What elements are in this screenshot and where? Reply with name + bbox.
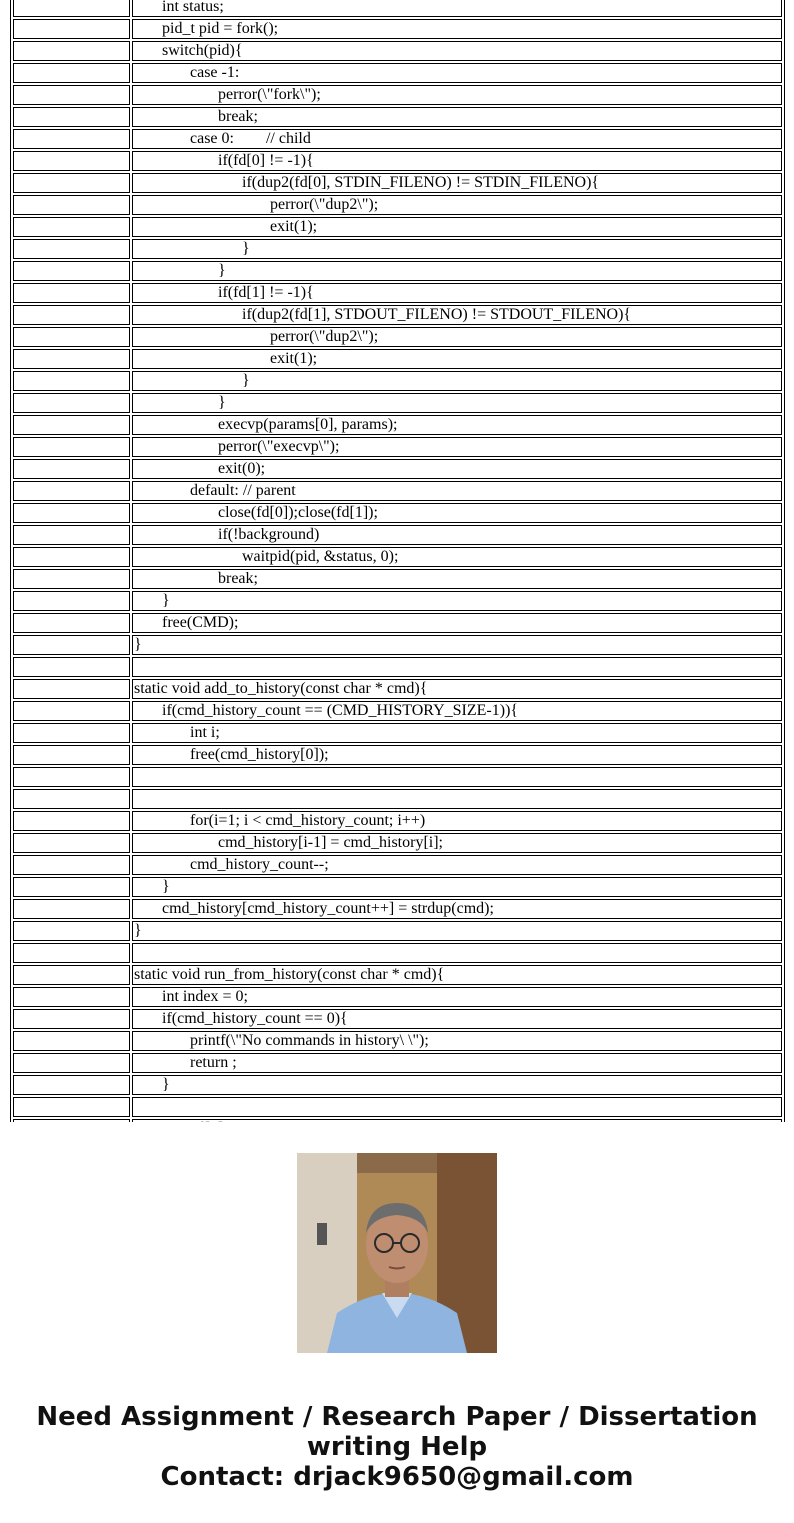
author-avatar xyxy=(297,1153,497,1353)
code-line: static void add_to_history(const char * cmd){ xyxy=(132,679,782,699)
code-line: } xyxy=(132,261,782,281)
line-number-cell xyxy=(13,987,130,1007)
code-row xyxy=(13,1053,782,1073)
contact-email[interactable]: Contact: drjack9650@gmail.com xyxy=(160,1462,634,1492)
code-row xyxy=(13,679,782,699)
code-row xyxy=(13,129,782,149)
code-row xyxy=(13,217,782,237)
code-row xyxy=(13,261,782,281)
code-row xyxy=(13,547,782,567)
code-row xyxy=(13,767,782,787)
line-number-cell xyxy=(13,481,130,501)
code-line: free(cmd_history[0]); xyxy=(132,745,782,765)
line-number-cell xyxy=(13,525,130,545)
line-number-cell xyxy=(13,437,130,457)
code-row xyxy=(13,525,782,545)
code-line: int index = 0; xyxy=(132,987,782,1007)
line-number-cell xyxy=(13,591,130,611)
code-row xyxy=(13,635,782,655)
code-line: if(cmd_history_count == (CMD_HISTORY_SIZE-1)){ xyxy=(132,701,782,721)
code-row xyxy=(13,173,782,193)
code-table xyxy=(10,0,785,1186)
line-number-cell xyxy=(13,393,130,413)
code-line: perror(\"execvp\"); xyxy=(132,437,782,457)
code-line: break; xyxy=(132,569,782,589)
separator-row xyxy=(13,657,782,677)
code-line: break; xyxy=(132,107,782,127)
code-line: } xyxy=(132,635,782,655)
code-line: exit(0); xyxy=(132,459,782,479)
line-number-cell xyxy=(13,547,130,567)
author-portrait-icon xyxy=(297,1153,497,1353)
code-line: } xyxy=(132,591,782,611)
code-line: perror(\"fork\"); xyxy=(132,85,782,105)
code-row xyxy=(13,481,782,501)
code-line: free(CMD); xyxy=(132,613,782,633)
code-row xyxy=(13,921,782,941)
code-row xyxy=(13,613,782,633)
line-number-cell xyxy=(13,371,130,391)
line-number-cell xyxy=(13,195,130,215)
code-line: switch(pid){ xyxy=(132,41,782,61)
code-row xyxy=(13,393,782,413)
line-number-cell xyxy=(13,811,130,831)
line-number-cell xyxy=(13,1075,130,1095)
line-number-cell xyxy=(13,459,130,479)
line-number-cell xyxy=(13,107,130,127)
code-line: case 0: // child xyxy=(132,129,782,149)
code-line: default: // parent xyxy=(132,481,782,501)
line-number-cell xyxy=(13,701,130,721)
separator-cell xyxy=(13,943,130,963)
code-line: for(i=1; i < cmd_history_count; i++) xyxy=(132,811,782,831)
line-number-cell xyxy=(13,965,130,985)
code-line: waitpid(pid, &status, 0); xyxy=(132,547,782,567)
line-number-cell xyxy=(13,503,130,523)
line-number-cell xyxy=(13,723,130,743)
code-line: close(fd[0]);close(fd[1]); xyxy=(132,503,782,523)
code-line: if(fd[1] != -1){ xyxy=(132,283,782,303)
line-number-cell xyxy=(13,899,130,919)
code-row xyxy=(13,85,782,105)
code-line: if(fd[0] != -1){ xyxy=(132,151,782,171)
code-line: } xyxy=(132,877,782,897)
code-row xyxy=(13,701,782,721)
line-number-cell xyxy=(13,173,130,193)
code-line: static void run_from_history(const char * cmd){ xyxy=(132,965,782,985)
line-number-cell xyxy=(13,1009,130,1029)
line-number-cell xyxy=(13,151,130,171)
separator-cell xyxy=(132,943,782,963)
code-row xyxy=(13,833,782,853)
code-row xyxy=(13,195,782,215)
code-line: } xyxy=(132,371,782,391)
code-row xyxy=(13,437,782,457)
code-row xyxy=(13,503,782,523)
line-number-cell xyxy=(13,349,130,369)
line-number-cell xyxy=(13,327,130,347)
line-number-cell xyxy=(13,877,130,897)
code-row xyxy=(13,1009,782,1029)
code-row xyxy=(13,1075,782,1095)
footer-line-1: Need Assignment / Research Paper / Dissertation xyxy=(36,1402,758,1432)
code-line: cmd_history_count--; xyxy=(132,855,782,875)
code-row xyxy=(13,459,782,479)
footer-line-2: writing Help xyxy=(306,1432,488,1462)
line-number-cell xyxy=(13,569,130,589)
code-line: perror(\"dup2\"); xyxy=(132,195,782,215)
line-number-cell xyxy=(13,41,130,61)
code-row xyxy=(13,855,782,875)
code-row xyxy=(13,283,782,303)
code-row xyxy=(13,371,782,391)
separator-cell xyxy=(13,789,130,809)
separator-row xyxy=(13,789,782,809)
code-row xyxy=(13,239,782,259)
line-number-cell xyxy=(13,283,130,303)
line-number-cell xyxy=(13,217,130,237)
code-line: return ; xyxy=(132,1053,782,1073)
line-number-cell xyxy=(13,261,130,281)
code-line: perror(\"dup2\"); xyxy=(132,327,782,347)
code-line: } xyxy=(132,1075,782,1095)
code-row xyxy=(13,569,782,589)
code-row xyxy=(13,63,782,83)
code-row xyxy=(13,0,782,17)
line-number-cell xyxy=(13,239,130,259)
code-row xyxy=(13,41,782,61)
line-number-cell xyxy=(13,679,130,699)
code-row xyxy=(13,899,782,919)
line-number-cell xyxy=(13,833,130,853)
line-number-cell xyxy=(13,305,130,325)
code-line: if(dup2(fd[1], STDOUT_FILENO) != STDOUT_FILENO){ xyxy=(132,305,782,325)
code-row xyxy=(13,107,782,127)
code-row xyxy=(13,415,782,435)
code-row xyxy=(13,877,782,897)
code-line: if(dup2(fd[0], STDIN_FILENO) != STDIN_FILENO){ xyxy=(132,173,782,193)
code-table-body xyxy=(13,0,782,1183)
separator-row xyxy=(13,943,782,963)
code-row xyxy=(13,723,782,743)
code-row xyxy=(13,987,782,1007)
line-number-cell xyxy=(13,415,130,435)
separator-cell xyxy=(132,1097,782,1117)
code-row xyxy=(13,965,782,985)
line-number-cell xyxy=(13,1031,130,1051)
line-number-cell xyxy=(13,1053,130,1073)
code-line: cmd_history[cmd_history_count++] = strdup(cmd); xyxy=(132,899,782,919)
line-number-cell xyxy=(13,63,130,83)
line-number-cell xyxy=(13,85,130,105)
code-line: if(!background) xyxy=(132,525,782,545)
code-row xyxy=(13,151,782,171)
code-line: exit(1); xyxy=(132,349,782,369)
code-line: exit(1); xyxy=(132,217,782,237)
line-number-cell xyxy=(13,855,130,875)
code-row xyxy=(13,327,782,347)
line-number-cell xyxy=(13,767,130,787)
code-row xyxy=(13,745,782,765)
code-row xyxy=(13,19,782,39)
code-line: int i; xyxy=(132,723,782,743)
code-line: pid_t pid = fork(); xyxy=(132,19,782,39)
footer-text xyxy=(0,1402,794,1492)
code-row xyxy=(13,349,782,369)
promo-footer xyxy=(0,1122,794,1523)
code-line: execvp(params[0], params); xyxy=(132,415,782,435)
line-number-cell xyxy=(13,745,130,765)
code-row xyxy=(13,1031,782,1051)
separator-cell xyxy=(132,789,782,809)
code-line: cmd_history[i-1] = cmd_history[i]; xyxy=(132,833,782,853)
line-number-cell xyxy=(13,613,130,633)
code-line: } xyxy=(132,239,782,259)
code-line: if(cmd_history_count == 0){ xyxy=(132,1009,782,1029)
line-number-cell xyxy=(13,635,130,655)
separator-cell xyxy=(132,657,782,677)
code-line: printf(\"No commands in history\ \"); xyxy=(132,1031,782,1051)
code-row xyxy=(13,305,782,325)
code-line: int status; xyxy=(132,0,782,17)
line-number-cell xyxy=(13,921,130,941)
separator-cell xyxy=(13,657,130,677)
code-row xyxy=(13,591,782,611)
code-line: } xyxy=(132,393,782,413)
line-number-cell xyxy=(13,0,130,17)
separator-cell xyxy=(13,1097,130,1117)
line-number-cell xyxy=(13,129,130,149)
separator-row xyxy=(13,1097,782,1117)
code-line xyxy=(132,767,782,787)
code-row xyxy=(13,811,782,831)
line-number-cell xyxy=(13,19,130,39)
code-line: } xyxy=(132,921,782,941)
code-line: case -1: xyxy=(132,63,782,83)
